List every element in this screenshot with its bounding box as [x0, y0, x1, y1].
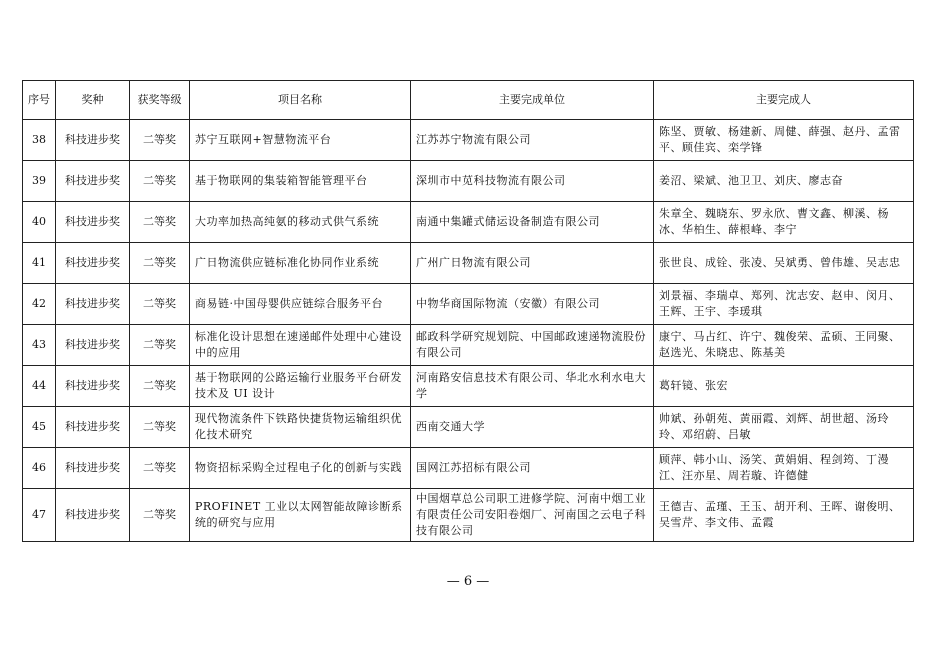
row-project: PROFINET 工业以太网智能故障诊断系统的研究与应用	[190, 489, 411, 542]
row-project: 物资招标采购全过程电子化的创新与实践	[190, 448, 411, 489]
table-row	[23, 243, 914, 284]
row-index: 46	[23, 448, 56, 489]
row-award-type: 科技进步奖	[56, 407, 130, 448]
table-row	[23, 366, 914, 407]
row-award-type: 科技进步奖	[56, 202, 130, 243]
row-people: 朱章全、魏晓东、罗永欣、曹文鑫、柳溪、杨冰、华柏生、薛根峰、李宁	[654, 202, 914, 243]
row-project: 商易链·中国母婴供应链综合服务平台	[190, 284, 411, 325]
row-award-type: 科技进步奖	[56, 325, 130, 366]
table-header-row	[23, 81, 914, 120]
row-award-type: 科技进步奖	[56, 161, 130, 202]
row-award-type: 科技进步奖	[56, 284, 130, 325]
row-index: 39	[23, 161, 56, 202]
row-index: 42	[23, 284, 56, 325]
table-row	[23, 284, 914, 325]
row-units: 中国烟草总公司职工进修学院、河南中烟工业有限责任公司安阳卷烟厂、河南国之云电子科技有限公司	[411, 489, 654, 542]
row-award-level: 二等奖	[130, 325, 190, 366]
row-project: 苏宁互联网+智慧物流平台	[190, 120, 411, 161]
row-units: 深圳市中苋科技物流有限公司	[411, 161, 654, 202]
row-project: 广日物流供应链标准化协同作业系统	[190, 243, 411, 284]
row-people: 陈坚、贾敏、杨建新、周健、薛强、赵丹、孟雷平、顾佳宾、栾学锋	[654, 120, 914, 161]
row-award-level: 二等奖	[130, 243, 190, 284]
table-row	[23, 489, 914, 542]
row-units: 中物华商国际物流（安徽）有限公司	[411, 284, 654, 325]
row-project: 现代物流条件下铁路快捷货物运输组织优化技术研究	[190, 407, 411, 448]
header-award-level: 获奖等级	[130, 81, 190, 120]
row-units: 国网江苏招标有限公司	[411, 448, 654, 489]
row-award-level: 二等奖	[130, 284, 190, 325]
row-index: 45	[23, 407, 56, 448]
row-people: 张世良、成铨、张凌、吴斌勇、曾伟雄、吴志忠	[654, 243, 914, 284]
row-index: 47	[23, 489, 56, 542]
row-index: 41	[23, 243, 56, 284]
row-units: 邮政科学研究规划院、中国邮政速递物流股份有限公司	[411, 325, 654, 366]
row-award-level: 二等奖	[130, 161, 190, 202]
row-index: 44	[23, 366, 56, 407]
row-award-type: 科技进步奖	[56, 489, 130, 542]
row-award-level: 二等奖	[130, 407, 190, 448]
table-row	[23, 448, 914, 489]
table-row	[23, 407, 914, 448]
row-award-level: 二等奖	[130, 489, 190, 542]
row-award-level: 二等奖	[130, 120, 190, 161]
row-people: 姜沼、梁斌、池卫卫、刘庆、廖志奋	[654, 161, 914, 202]
table-row	[23, 120, 914, 161]
header-award-type: 奖种	[56, 81, 130, 120]
row-people: 帅斌、孙朝苑、黄丽霞、刘辉、胡世超、汤玲玲、邓绍蔚、吕敏	[654, 407, 914, 448]
row-units: 南通中集罐式储运设备制造有限公司	[411, 202, 654, 243]
row-award-level: 二等奖	[130, 448, 190, 489]
page-number: — 6 —	[446, 574, 490, 589]
row-award-type: 科技进步奖	[56, 120, 130, 161]
row-project: 基于物联网的集装箱智能管理平台	[190, 161, 411, 202]
row-units: 广州广日物流有限公司	[411, 243, 654, 284]
row-award-type: 科技进步奖	[56, 448, 130, 489]
row-award-level: 二等奖	[130, 366, 190, 407]
row-units: 江苏苏宁物流有限公司	[411, 120, 654, 161]
row-people: 康宁、马占红、许宁、魏俊荣、孟硕、王同聚、赵选光、朱晓忠、陈基美	[654, 325, 914, 366]
table-row	[23, 325, 914, 366]
row-award-type: 科技进步奖	[56, 366, 130, 407]
header-people: 主要完成人	[654, 81, 914, 120]
row-project: 大功率加热高纯氨的移动式供气系统	[190, 202, 411, 243]
table-row	[23, 161, 914, 202]
row-project: 基于物联网的公路运输行业服务平台研发技术及 UI 设计	[190, 366, 411, 407]
row-units: 西南交通大学	[411, 407, 654, 448]
table-row	[23, 202, 914, 243]
row-units: 河南路安信息技术有限公司、华北水利水电大学	[411, 366, 654, 407]
header-project: 项目名称	[190, 81, 411, 120]
header-units: 主要完成单位	[411, 81, 654, 120]
row-index: 38	[23, 120, 56, 161]
row-award-type: 科技进步奖	[56, 243, 130, 284]
row-index: 43	[23, 325, 56, 366]
header-index: 序号	[23, 81, 56, 120]
row-award-level: 二等奖	[130, 202, 190, 243]
row-index: 40	[23, 202, 56, 243]
row-people: 顾萍、韩小山、汤笑、黄娟娟、程剑筠、丁漫江、汪亦星、周若璇、许德健	[654, 448, 914, 489]
row-people: 刘景福、李瑞卓、郑列、沈志安、赵申、闵月、王辉、王宇、李瑗琪	[654, 284, 914, 325]
row-people: 葛轩镜、张宏	[654, 366, 914, 407]
award-table	[22, 80, 914, 542]
row-project: 标准化设计思想在速递邮件处理中心建设中的应用	[190, 325, 411, 366]
row-people: 王德吉、孟瑾、王玉、胡开利、王晖、谢俊明、吴雪芹、李文伟、孟霞	[654, 489, 914, 542]
